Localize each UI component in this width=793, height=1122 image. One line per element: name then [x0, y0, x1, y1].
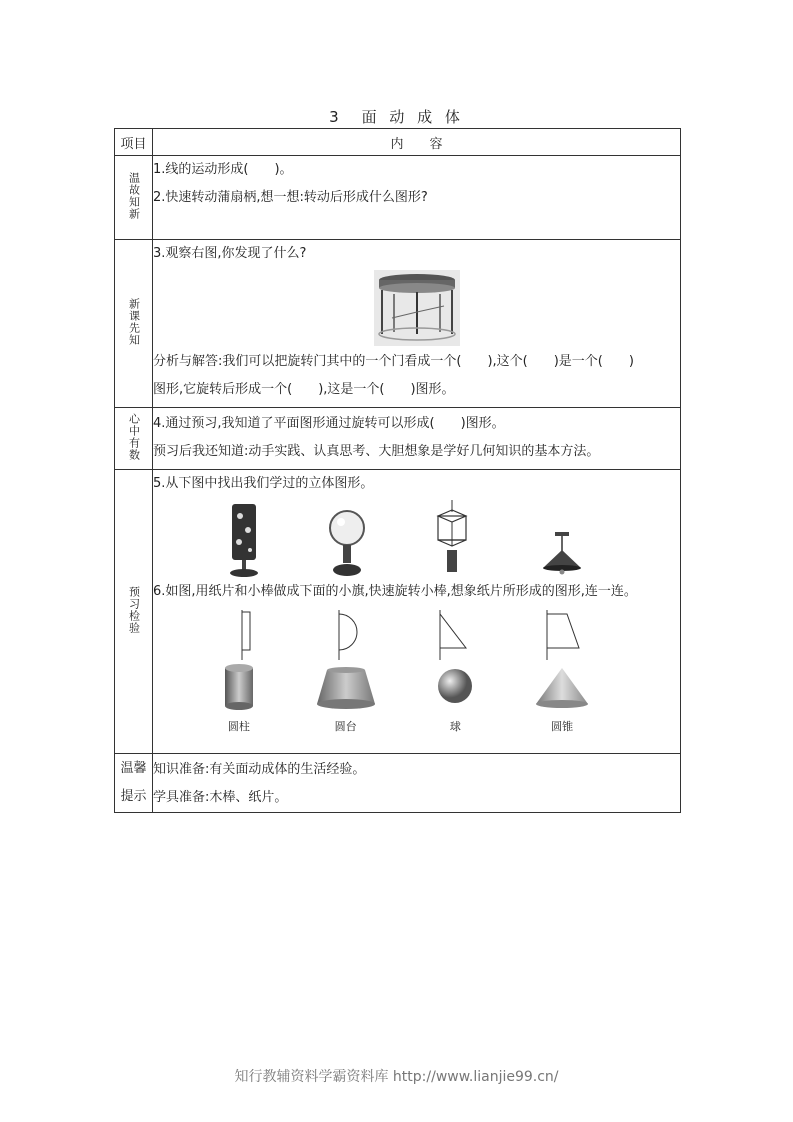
lantern-icon	[432, 500, 472, 578]
check-q6: 6.如图,用纸片和小棒做成下面的小旗,快速旋转小棒,想象纸片所形成的图形,连一连。	[153, 584, 637, 599]
header-content: 内 容	[153, 129, 681, 156]
page-title: 3 面 动 成 体	[329, 108, 464, 126]
preview-analysis-1: 分析与解答:我们可以把旋转门其中的一个门看成一个( ),这个( )是一个( )	[153, 354, 634, 369]
flag-rectangle-icon	[230, 608, 260, 664]
preview-q3: 3.观察右图,你发现了什么?	[153, 246, 307, 261]
solid-caption-cone: 圆锥	[551, 720, 574, 733]
mind-line-1: 4.通过预习,我知道了平面图形通过旋转可以形成( )图形。	[153, 416, 505, 431]
lamp-icon	[226, 502, 262, 578]
preview-row	[115, 240, 681, 408]
globe-lamp-icon	[327, 508, 367, 578]
lesson-table	[114, 128, 681, 813]
review-row	[115, 156, 681, 240]
flag-trapezoid-icon	[543, 608, 583, 664]
review-line-1: 1.线的运动形成( )。	[153, 162, 293, 177]
solid-caption-sphere: 球	[449, 720, 461, 733]
check-q5: 5.从下图中找出我们学过的立体图形。	[153, 476, 374, 491]
pendant-lamp-icon	[537, 528, 587, 578]
check-row	[115, 470, 681, 754]
review-line-2: 2.快速转动蒲扇柄,想一想:转动后形成什么图形?	[153, 190, 428, 205]
frustum-icon	[315, 664, 377, 712]
tips-line-1: 知识准备:有关面动成体的生活经验。	[153, 762, 366, 777]
mind-label: 心中有数	[127, 412, 141, 461]
preview-label: 新课先知	[127, 297, 141, 346]
solid-caption-cylinder: 圆柱	[227, 720, 250, 733]
table-header-row	[115, 129, 681, 156]
footer-watermark: 知行教辅资料学霸资料库 http://www.lianjie99.cn/	[234, 1069, 559, 1085]
tips-row	[115, 754, 681, 813]
sphere-icon	[436, 664, 474, 712]
mind-row	[115, 408, 681, 470]
cone-icon	[534, 664, 590, 712]
preview-analysis-2: 图形,它旋转后形成一个( ),这是一个( )图形。	[153, 382, 455, 397]
tips-line-2: 学具准备:木棒、纸片。	[153, 790, 288, 805]
mind-line-2: 预习后我还知道:动手实践、认真思考、大胆想象是学好几何知识的基本方法。	[153, 444, 600, 459]
review-label: 温故知新	[127, 171, 141, 220]
cylinder-icon	[223, 664, 255, 712]
check-label: 预习检验	[127, 585, 141, 634]
flag-triangle-icon	[436, 608, 470, 664]
tips-label-2: 提示	[120, 789, 147, 804]
solid-caption-frustum: 圆台	[334, 720, 357, 733]
tips-label-1: 温馨	[120, 761, 147, 776]
flag-semicircle-icon	[333, 608, 363, 664]
revolving-door-image	[374, 270, 460, 346]
header-item: 项目	[115, 129, 153, 156]
